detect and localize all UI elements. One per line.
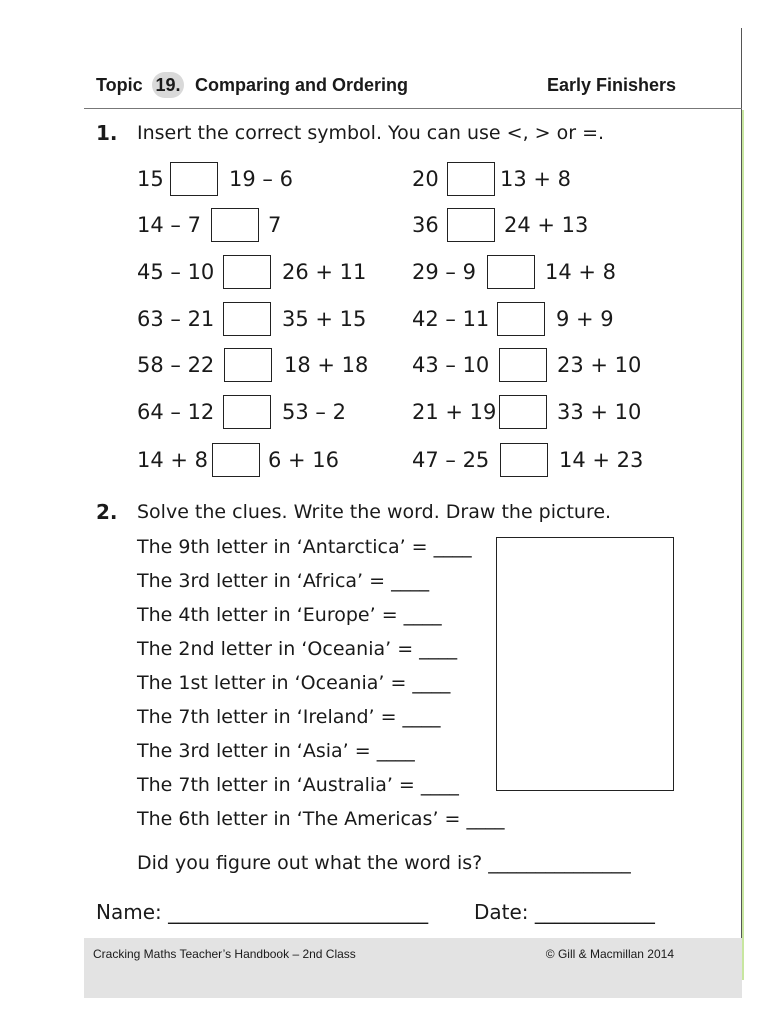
left-expression: 45 – 10 xyxy=(137,260,215,284)
topic-number-badge: 19. xyxy=(152,72,184,98)
right-expression: 24 + 13 xyxy=(504,213,589,237)
right-expression: 35 + 15 xyxy=(282,307,367,331)
answer-box[interactable] xyxy=(497,302,545,336)
left-expression: 63 – 21 xyxy=(137,307,215,331)
header-divider xyxy=(84,108,742,109)
clue-line: The 7th letter in ‘Ireland’ = ____ xyxy=(137,706,441,728)
footer-copyright: © Gill & Macmillan 2014 xyxy=(545,947,674,961)
answer-box[interactable] xyxy=(170,162,218,196)
left-expression: 14 – 7 xyxy=(137,213,201,237)
question-2-number: 2. xyxy=(96,500,118,524)
answer-box[interactable] xyxy=(487,255,535,289)
right-expression: 33 + 10 xyxy=(557,400,642,424)
right-expression: 7 xyxy=(268,213,282,237)
right-expression: 19 – 6 xyxy=(229,167,293,191)
left-expression: 29 – 9 xyxy=(412,260,476,284)
right-expression: 14 + 8 xyxy=(545,260,617,284)
right-expression: 9 + 9 xyxy=(556,307,614,331)
clue-line: The 4th letter in ‘Europe’ = ____ xyxy=(137,604,442,626)
left-expression: 47 – 25 xyxy=(412,448,490,472)
question-1-number: 1. xyxy=(96,121,118,145)
clue-line: The 3rd letter in ‘Africa’ = ____ xyxy=(137,570,430,592)
answer-box[interactable] xyxy=(223,302,271,336)
drawing-box[interactable] xyxy=(496,537,674,791)
right-expression: 13 + 8 xyxy=(500,167,572,191)
answer-box[interactable] xyxy=(224,348,272,382)
right-expression: 14 + 23 xyxy=(559,448,644,472)
answer-box[interactable] xyxy=(499,348,547,382)
answer-box[interactable] xyxy=(447,208,495,242)
left-expression: 14 + 8 xyxy=(137,448,209,472)
left-expression: 36 xyxy=(412,213,439,237)
page-footer xyxy=(84,938,742,998)
answer-box[interactable] xyxy=(223,395,271,429)
name-field[interactable]: Name: __________________________ xyxy=(96,900,429,924)
left-expression: 43 – 10 xyxy=(412,353,490,377)
left-expression: 21 + 19 xyxy=(412,400,497,424)
page-edge-accent xyxy=(742,110,744,980)
question-2-instruction: Solve the clues. Write the word. Draw the picture. xyxy=(137,501,612,523)
page-title: Comparing and Ordering xyxy=(195,75,409,95)
question-1-instruction: Insert the correct symbol. You can use <, > or =. xyxy=(137,122,605,144)
word-question: Did you figure out what the word is? _______________ xyxy=(137,852,631,874)
answer-box[interactable] xyxy=(212,443,260,477)
answer-box[interactable] xyxy=(447,162,495,196)
clue-line: The 2nd letter in ‘Oceania’ = ____ xyxy=(137,638,458,660)
answer-box[interactable] xyxy=(211,208,259,242)
right-expression: 26 + 11 xyxy=(282,260,367,284)
right-expression: 53 – 2 xyxy=(282,400,346,424)
clue-line: The 6th letter in ‘The Americas’ = ____ xyxy=(137,808,505,830)
clue-line: The 9th letter in ‘Antarctica’ = ____ xyxy=(137,536,472,558)
answer-box[interactable] xyxy=(223,255,271,289)
clue-line: The 7th letter in ‘Australia’ = ____ xyxy=(137,774,459,796)
page-header xyxy=(96,72,676,100)
date-field[interactable]: Date: ____________ xyxy=(474,900,655,924)
answer-box[interactable] xyxy=(499,395,547,429)
topic-label: Topic xyxy=(96,75,143,95)
left-expression: 64 – 12 xyxy=(137,400,215,424)
left-expression: 20 xyxy=(412,167,439,191)
footer-book-title: Cracking Maths Teacher’s Handbook – 2nd Class xyxy=(93,947,356,961)
right-expression: 18 + 18 xyxy=(284,353,369,377)
left-expression: 58 – 22 xyxy=(137,353,215,377)
section-label: Early Finishers xyxy=(546,75,676,95)
right-expression: 23 + 10 xyxy=(557,353,642,377)
answer-box[interactable] xyxy=(500,443,548,477)
clue-line: The 3rd letter in ‘Asia’ = ____ xyxy=(137,740,415,762)
right-expression: 6 + 16 xyxy=(268,448,340,472)
left-expression: 15 xyxy=(137,167,164,191)
left-expression: 42 – 11 xyxy=(412,307,490,331)
clue-line: The 1st letter in ‘Oceania’ = ____ xyxy=(137,672,451,694)
